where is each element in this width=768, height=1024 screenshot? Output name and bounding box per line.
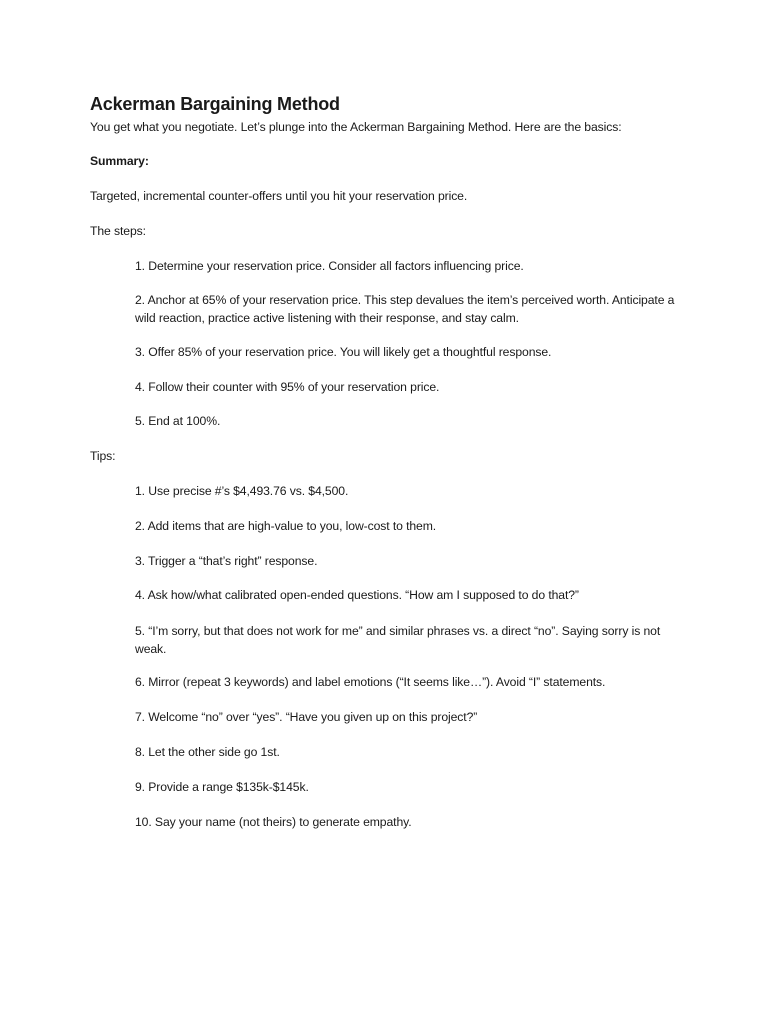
- tip-item: 5. “I’m sorry, but that does not work for me” and similar phrases vs. a direct “no”. Saying sorry is not weak.: [135, 624, 661, 656]
- tip-item: 2. Add items that are high-value to you, low-cost to them.: [135, 519, 437, 533]
- summary-text: Targeted, incremental counter-offers until you hit your reservation price.: [90, 189, 468, 203]
- tip-item: 6. Mirror (repeat 3 keywords) and label emotions (“It seems like…”). Avoid “I” statements.: [135, 675, 606, 689]
- summary-heading: Summary:: [90, 154, 149, 168]
- tip-item: 3. Trigger a “that’s right” response.: [135, 554, 318, 568]
- tips-heading: Tips:: [90, 449, 116, 463]
- tip-item: 1. Use precise #’s $4,493.76 vs. $4,500.: [135, 484, 349, 498]
- document-title: Ackerman Bargaining Method: [90, 94, 340, 114]
- tip-item: 9. Provide a range $135k-$145k.: [135, 780, 309, 794]
- intro-paragraph: You get what you negotiate. Let’s plunge into the Ackerman Bargaining Method. Here are the basics:: [90, 120, 622, 134]
- tip-item: 10. Say your name (not theirs) to generate empathy.: [135, 815, 412, 829]
- step-item: 4. Follow their counter with 95% of your reservation price.: [135, 380, 440, 394]
- step-item: 5. End at 100%.: [135, 414, 221, 428]
- tip-item: 4. Ask how/what calibrated open-ended questions. “How am I supposed to do that?”: [135, 588, 579, 602]
- tip-item: 7. Welcome “no” over “yes”. “Have you given up on this project?”: [135, 710, 478, 724]
- steps-heading: The steps:: [90, 224, 146, 238]
- step-item: 1. Determine your reservation price. Consider all factors influencing price.: [135, 259, 524, 273]
- step-item: 3. Offer 85% of your reservation price. You will likely get a thoughtful response.: [135, 345, 552, 359]
- tip-item: 8. Let the other side go 1st.: [135, 745, 280, 759]
- step-item: 2. Anchor at 65% of your reservation price. This step devalues the item’s perceived worth. Anticipate a wild reaction, practice active listening with their response, and stay calm.: [135, 293, 675, 325]
